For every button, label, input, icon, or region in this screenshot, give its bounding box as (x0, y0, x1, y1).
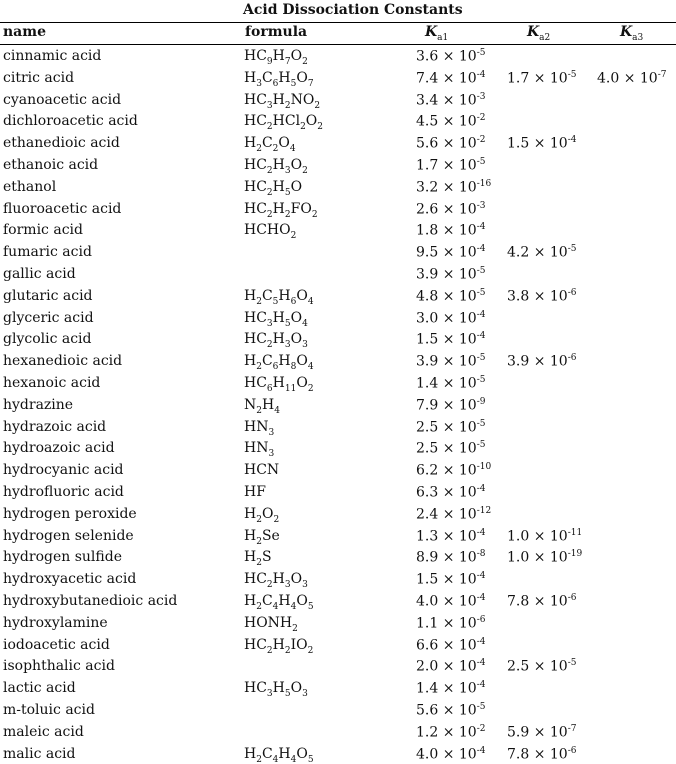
cell-ka2: $1.7 \times 10^{-5}$ (507, 70, 577, 87)
cell-name: lactic acid (3, 680, 76, 696)
cell-name: fumaric acid (3, 244, 92, 260)
cell-name: hydrofluoric acid (3, 484, 124, 500)
cell-name: hexanedioic acid (3, 353, 122, 369)
cell-name: hydrogen sulfide (3, 549, 122, 565)
cell-formula: $H_2C_6H_8O_4$ (244, 353, 314, 372)
cell-ka1: $2.6 \times 10^{-3}$ (416, 201, 486, 218)
cell-name: hydroxybutanedioic acid (3, 593, 177, 609)
header-ka2-subscript: a2 (539, 33, 550, 43)
cell-ka2: $7.8 \times 10^{-6}$ (507, 593, 577, 610)
cell-ka1: $3.9 \times 10^{-5}$ (416, 353, 486, 370)
cell-name: hydroxylamine (3, 615, 108, 631)
table-header (0, 24, 676, 44)
cell-ka1: $1.5 \times 10^{-4}$ (416, 571, 486, 588)
cell-name: m-toluic acid (3, 702, 95, 718)
cell-ka1: $1.5 \times 10^{-4}$ (416, 331, 486, 348)
cell-ka1: $6.2 \times 10^{-10}$ (416, 462, 491, 479)
cell-ka1: $2.4 \times 10^{-12}$ (416, 506, 491, 523)
cell-ka1: $3.9 \times 10^{-5}$ (416, 266, 486, 283)
table-row (0, 154, 676, 176)
table-row (0, 437, 676, 459)
table-title: Acid Dissociation Constants (243, 2, 443, 18)
cell-name: hexanoic acid (3, 375, 100, 391)
table-row (0, 372, 676, 394)
cell-name: ethanol (3, 179, 56, 195)
table-row (0, 721, 676, 743)
cell-name: ethanoic acid (3, 157, 98, 173)
cell-ka2: $1.0 \times 10^{-19}$ (507, 549, 582, 566)
cell-name: hydroxyacetic acid (3, 571, 136, 587)
table-row (0, 263, 676, 285)
cell-name: hydroazoic acid (3, 440, 115, 456)
cell-ka1: $8.9 \times 10^{-8}$ (416, 549, 486, 566)
table-row (0, 45, 676, 67)
table-row (0, 110, 676, 132)
cell-formula: $HC_3H_2NO_2$ (244, 92, 320, 111)
cell-ka1: $1.2 \times 10^{-2}$ (416, 724, 486, 741)
table-row (0, 525, 676, 547)
cell-name: glycolic acid (3, 331, 92, 347)
header-ka1-symbol: K (425, 24, 437, 40)
cell-name: maleic acid (3, 724, 84, 740)
header-ka3-symbol: K (620, 24, 632, 40)
cell-formula: $HC_3H_5O_3$ (244, 680, 308, 699)
cell-name: hydrazoic acid (3, 419, 106, 435)
cell-formula: $HN_3$ (244, 440, 274, 459)
cell-name: gallic acid (3, 266, 76, 282)
cell-name: cyanoacetic acid (3, 92, 121, 108)
header-ka3 (620, 24, 643, 43)
cell-ka2: $2.5 \times 10^{-5}$ (507, 658, 577, 675)
cell-ka1: $4.8 \times 10^{-5}$ (416, 288, 486, 305)
cell-ka2: $5.9 \times 10^{-7}$ (507, 724, 577, 741)
header-name: name (3, 24, 46, 40)
cell-name: citric acid (3, 70, 74, 86)
cell-formula: $HC_6H_{11}O_2$ (244, 375, 314, 394)
table-row (0, 416, 676, 438)
cell-name: formic acid (3, 222, 83, 238)
cell-name: glutaric acid (3, 288, 93, 304)
cell-ka2: $4.2 \times 10^{-5}$ (507, 244, 577, 261)
cell-name: hydrogen peroxide (3, 506, 137, 522)
cell-ka1: $5.6 \times 10^{-2}$ (416, 135, 486, 152)
header-ka1 (425, 24, 448, 43)
cell-ka1: $1.7 \times 10^{-5}$ (416, 157, 486, 174)
cell-formula: $HC_2H_3O_3$ (244, 571, 308, 590)
cell-ka1: $5.6 \times 10^{-5}$ (416, 702, 486, 719)
header-ka2 (527, 24, 550, 43)
cell-formula: $HC_2H_2FO_2$ (244, 201, 318, 220)
cell-formula: $H_2C_4H_4O_5$ (244, 593, 314, 612)
cell-formula: $HC_2H_2IO_2$ (244, 637, 313, 656)
cell-ka2: $3.8 \times 10^{-6}$ (507, 288, 577, 305)
cell-formula: HF (244, 484, 266, 500)
cell-name: dichloroacetic acid (3, 113, 138, 129)
cell-ka2: $1.0 \times 10^{-11}$ (507, 528, 582, 545)
cell-ka1: $2.5 \times 10^{-5}$ (416, 419, 486, 436)
header-ka3-subscript: a3 (632, 33, 643, 43)
cell-formula: $HC_3H_5O_4$ (244, 310, 308, 329)
table-row (0, 546, 676, 568)
cell-name: iodoacetic acid (3, 637, 110, 653)
cell-name: cinnamic acid (3, 48, 101, 64)
cell-name: hydrogen selenide (3, 528, 134, 544)
cell-formula: $H_2C_5H_6O_4$ (244, 288, 314, 307)
cell-formula: $HC_2HCl_2O_2$ (244, 113, 323, 132)
header-formula: formula (245, 24, 307, 40)
cell-formula: HCN (244, 462, 279, 478)
table-row (0, 89, 676, 111)
cell-formula: $HC_2H_5O$ (244, 179, 302, 198)
table-row (0, 285, 676, 307)
cell-ka2: $7.8 \times 10^{-6}$ (507, 746, 577, 763)
cell-formula: $N_2H_4$ (244, 397, 280, 416)
cell-name: malic acid (3, 746, 76, 762)
table-body (0, 45, 676, 764)
cell-ka3: $4.0 \times 10^{-7}$ (597, 70, 667, 87)
cell-formula: $HONH_2$ (244, 615, 298, 634)
cell-formula: $HN_3$ (244, 419, 274, 438)
header-ka1-subscript: a1 (437, 33, 448, 43)
table-row (0, 219, 676, 241)
table-row (0, 481, 676, 503)
cell-name: isophthalic acid (3, 658, 115, 674)
table-row (0, 350, 676, 372)
cell-ka1: $1.4 \times 10^{-5}$ (416, 375, 486, 392)
cell-name: ethanedioic acid (3, 135, 120, 151)
table-row (0, 743, 676, 764)
table-row (0, 394, 676, 416)
cell-ka1: $3.2 \times 10^{-16}$ (416, 179, 491, 196)
cell-formula: $H_2C_2O_4$ (244, 135, 296, 154)
cell-ka1: $1.3 \times 10^{-4}$ (416, 528, 486, 545)
table-row (0, 307, 676, 329)
cell-ka2: $3.9 \times 10^{-6}$ (507, 353, 577, 370)
table-row (0, 634, 676, 656)
cell-formula: $H_2C_4H_4O_5$ (244, 746, 314, 764)
table-row (0, 176, 676, 198)
cell-ka1: $3.4 \times 10^{-3}$ (416, 92, 486, 109)
table-row (0, 67, 676, 89)
cell-formula: $HC_2H_3O_2$ (244, 157, 308, 176)
table-row (0, 590, 676, 612)
cell-name: hydrazine (3, 397, 73, 413)
header-ka2-symbol: K (527, 24, 539, 40)
cell-ka1: $6.3 \times 10^{-4}$ (416, 484, 486, 501)
table-row (0, 328, 676, 350)
cell-ka1: $1.4 \times 10^{-4}$ (416, 680, 486, 697)
cell-formula: $HCHO_2$ (244, 222, 296, 241)
table-row (0, 198, 676, 220)
cell-ka1: $4.5 \times 10^{-2}$ (416, 113, 486, 130)
cell-ka1: $4.0 \times 10^{-4}$ (416, 746, 486, 763)
cell-formula: $H_2Se$ (244, 528, 280, 547)
cell-name: fluoroacetic acid (3, 201, 121, 217)
cell-formula: $H_3C_6H_5O_7$ (244, 70, 314, 89)
cell-formula: $H_2O_2$ (244, 506, 279, 525)
cell-formula: $H_2S$ (244, 549, 272, 568)
cell-name: glyceric acid (3, 310, 94, 326)
table-row (0, 132, 676, 154)
table-row (0, 241, 676, 263)
cell-ka1: $2.5 \times 10^{-5}$ (416, 440, 486, 457)
cell-ka2: $1.5 \times 10^{-4}$ (507, 135, 577, 152)
table-row (0, 503, 676, 525)
cell-ka1: $3.6 \times 10^{-5}$ (416, 48, 486, 65)
cell-ka1: $3.0 \times 10^{-4}$ (416, 310, 486, 327)
cell-ka1: $1.8 \times 10^{-4}$ (416, 222, 486, 239)
table-row (0, 677, 676, 699)
cell-formula: $HC_2H_3O_3$ (244, 331, 308, 350)
cell-ka1: $7.9 \times 10^{-9}$ (416, 397, 486, 414)
top-rule (0, 22, 676, 23)
cell-ka1: $6.6 \times 10^{-4}$ (416, 637, 486, 654)
cell-ka1: $2.0 \times 10^{-4}$ (416, 658, 486, 675)
cell-formula: $HC_9H_7O_2$ (244, 48, 308, 67)
table-row (0, 459, 676, 481)
cell-ka1: $1.1 \times 10^{-6}$ (416, 615, 486, 632)
cell-ka1: $9.5 \times 10^{-4}$ (416, 244, 486, 261)
cell-ka1: $7.4 \times 10^{-4}$ (416, 70, 486, 87)
table-row (0, 612, 676, 634)
table-row (0, 568, 676, 590)
table-row (0, 655, 676, 677)
cell-ka1: $4.0 \times 10^{-4}$ (416, 593, 486, 610)
table-row (0, 699, 676, 721)
cell-name: hydrocyanic acid (3, 462, 124, 478)
